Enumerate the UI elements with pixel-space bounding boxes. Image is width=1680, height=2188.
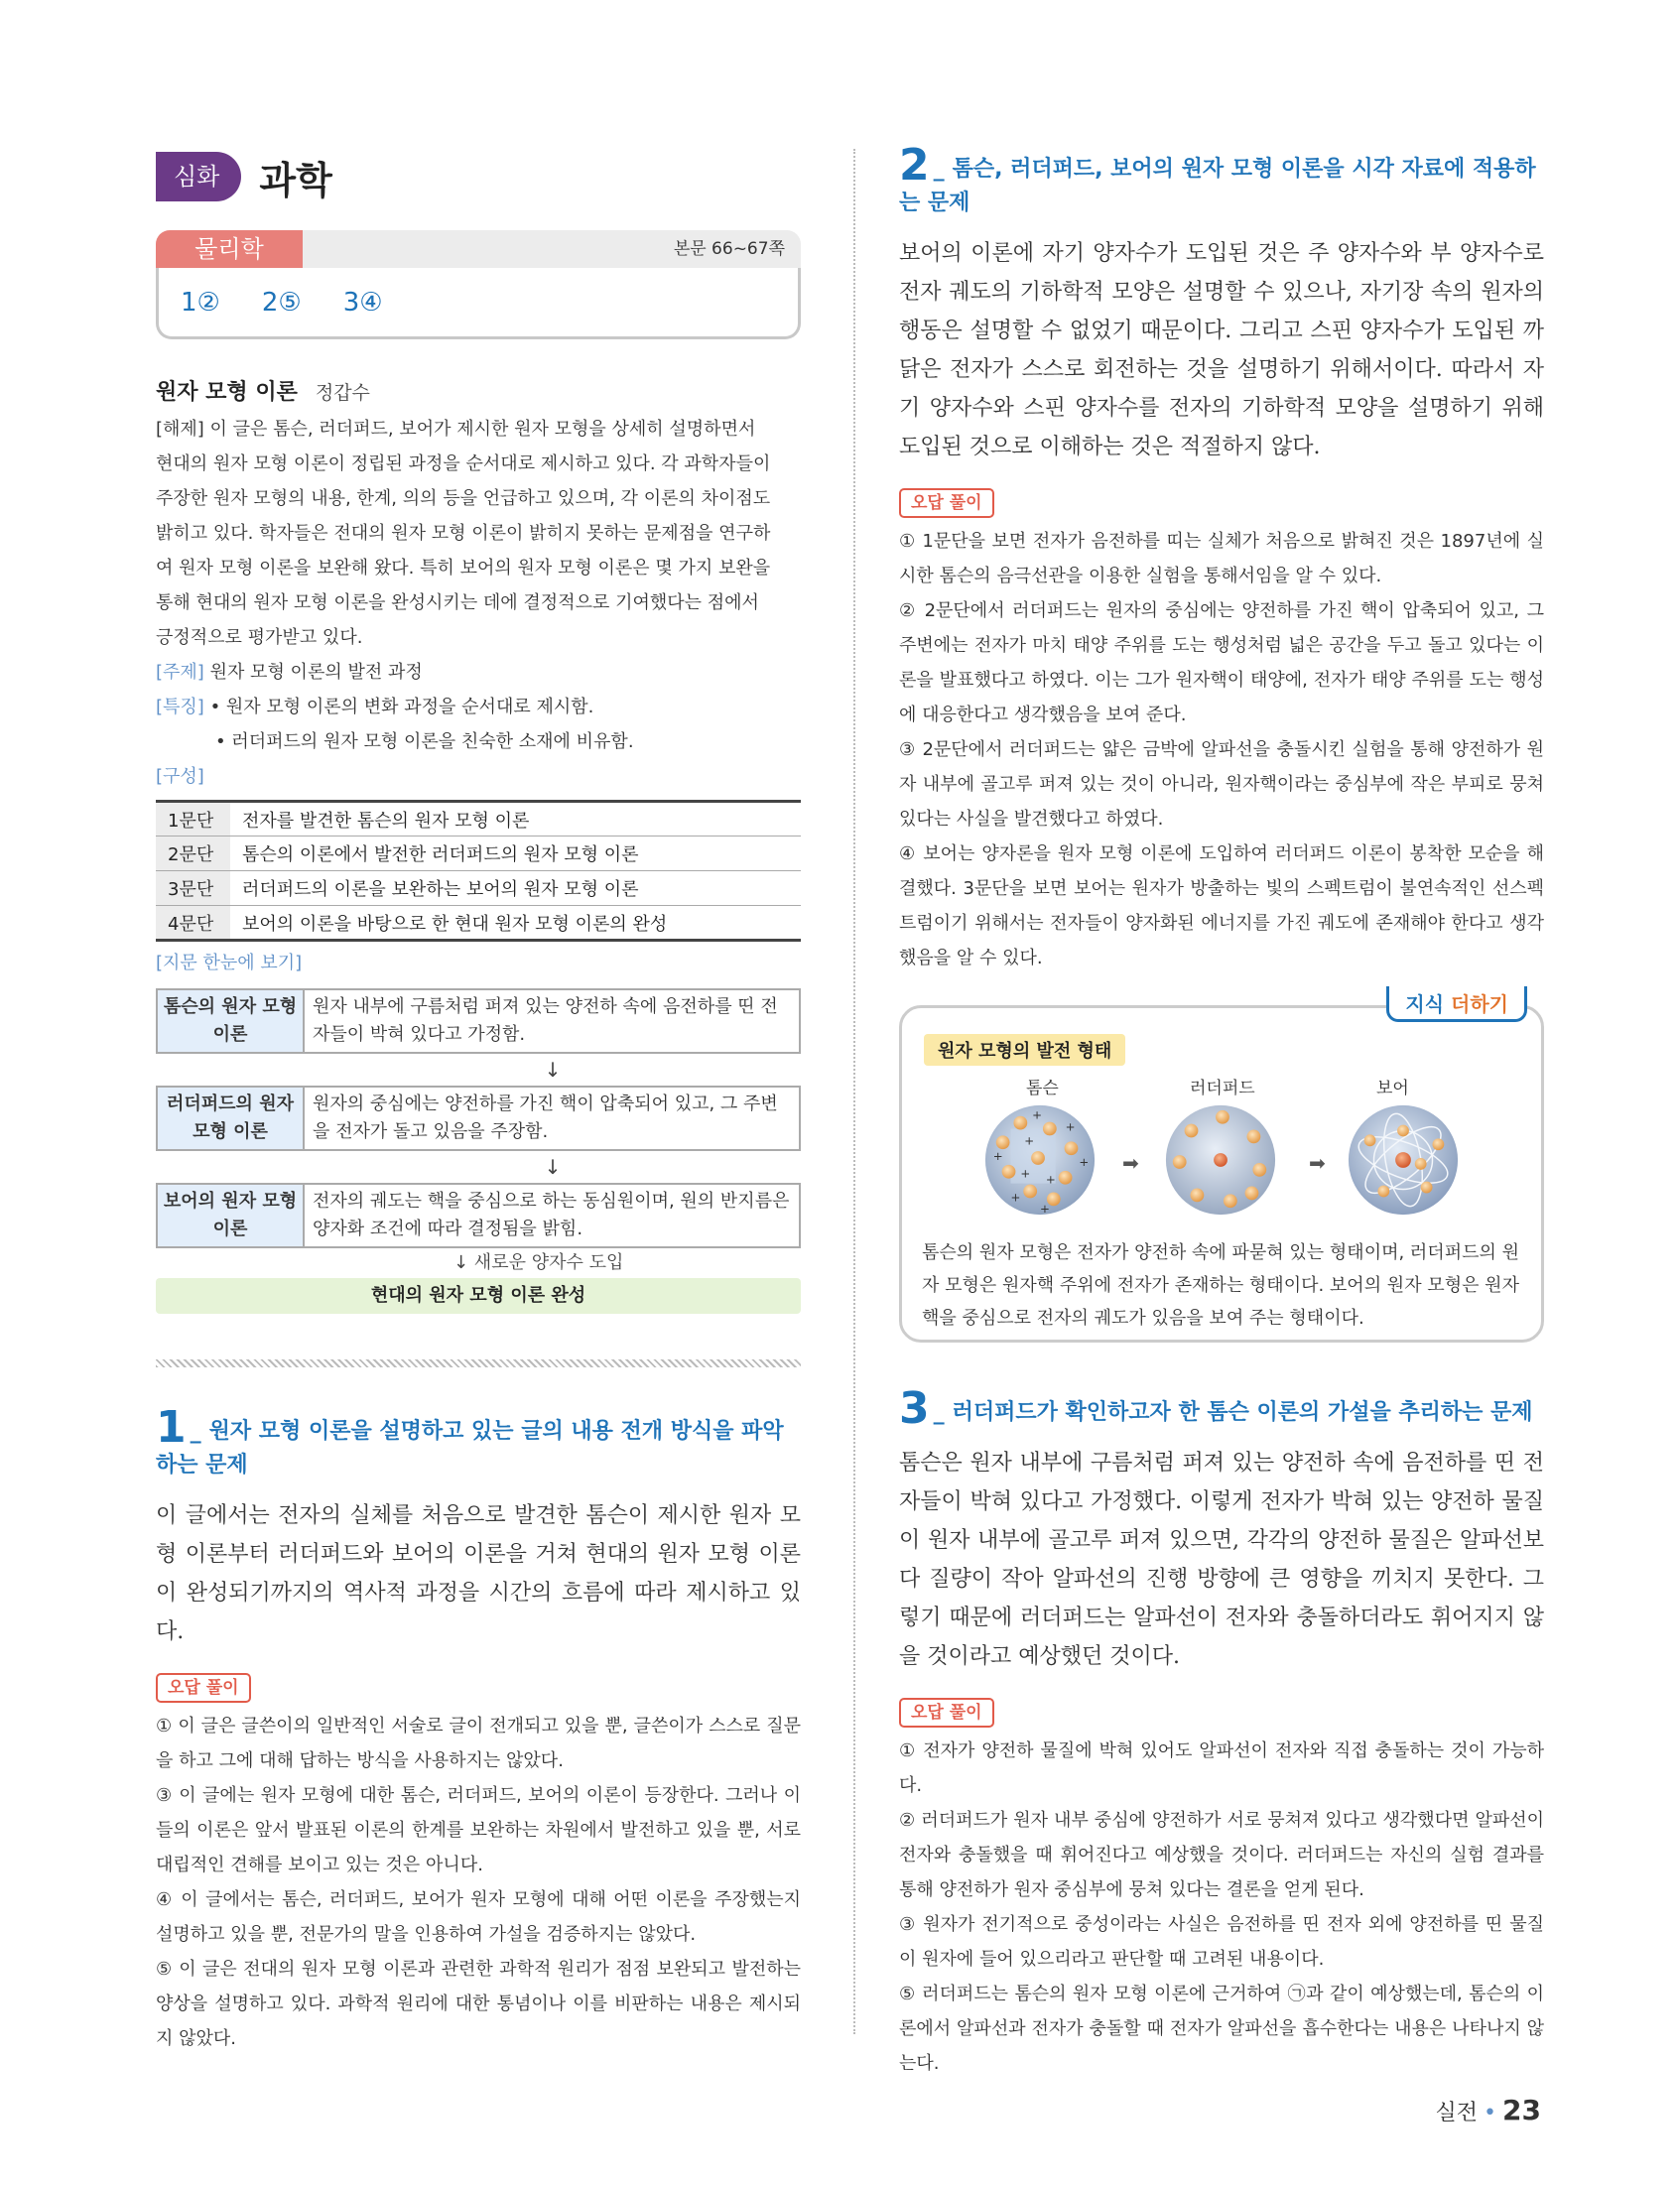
summary-line: 여 원자 모형 이론을 보완해 왔다. 특히 보어의 원자 모형 이론은 몇 가지 보완을 bbox=[156, 558, 771, 579]
question-2 bbox=[899, 140, 1544, 975]
question-title: 톰슨, 러더퍼드, 보어의 원자 모형 이론을 시각 자료에 적용하는 문제 bbox=[899, 157, 1536, 215]
wrong-answer-item: ⑤ 러더퍼드는 톰슨의 원자 모형 이론에 근거하여 ㉠과 같이 예상했는데, 톰슨의 이론에서 알파선과 전자가 충돌할 때 전자가 알파선을 흡수한다는 내용은 나타나지 않는다. bbox=[899, 1984, 1544, 2074]
wrong-answer-item: ③ 원자가 전기적으로 중성이라는 사실은 음전하를 띤 전자 외에 양전하를 띤 물질이 원자에 들어 있으리라고 판단할 때 고려된 내용이다. bbox=[899, 1914, 1544, 1970]
flow-note: ↓ 새로운 양자수 도입 bbox=[453, 1252, 624, 1273]
left-column bbox=[156, 149, 801, 2056]
right-column bbox=[899, 140, 1544, 2081]
flow-key: 톰슨의 원자 모형 이론 bbox=[156, 988, 303, 1054]
svg-text:+: + bbox=[1065, 1119, 1076, 1134]
knowledge-title: 원자 모형의 발전 형태 bbox=[924, 1034, 1125, 1066]
table-row bbox=[156, 871, 801, 906]
wrong-answer-list bbox=[156, 1709, 801, 2056]
feature-line bbox=[156, 690, 801, 724]
question-title: 러더퍼드가 확인하고자 한 톰슨 이론의 가설을 추리하는 문제 bbox=[952, 1400, 1533, 1425]
summary-line: 현대의 원자 모형 이론이 정립된 과정을 순서대로 제시하고 있다. 각 과학자들이 bbox=[156, 453, 771, 474]
structure-label: [구성] bbox=[156, 766, 204, 787]
wrong-answer-item: ② 러더퍼드가 원자 내부 중심에 양전하가 서로 뭉쳐져 있다고 생각했다면 알파선이 전자와 충돌했을 때 휘어진다고 예상했을 것이다. 러더퍼드는 자신의 실험 결과를 통해 양전하가 원자 중심부에 뭉쳐 있다는 결론을 얻게 된다. bbox=[899, 1810, 1544, 1900]
down-arrow-icon: ↓ bbox=[544, 1058, 562, 1082]
question-number: 2 bbox=[899, 140, 930, 191]
rutherford-model-image bbox=[1162, 1101, 1279, 1219]
answer-tab: 물리학 bbox=[156, 230, 303, 268]
model-label: 보어 bbox=[1376, 1079, 1409, 1098]
wrong-answer-item: ① 전자가 양전하 물질에 박혀 있어도 알파선이 전자와 직접 충돌하는 것이 가능하다. bbox=[899, 1740, 1544, 1796]
svg-text:+: + bbox=[1045, 1172, 1056, 1187]
model-label: 톰슨 bbox=[1026, 1079, 1059, 1098]
thomson-model-image bbox=[981, 1101, 1098, 1219]
wrong-answer-item: ① 1문단을 보면 전자가 음전하를 띠는 실체가 처음으로 밝혀진 것은 1897년에 실시한 톰슨의 음극선관을 이용한 실험을 통해서임을 알 수 있다. bbox=[899, 531, 1544, 586]
question-explanation: 보어의 이론에 자기 양자수가 도입된 것은 주 양자수와 부 양자수로 전자 궤도의 기하학적 모양은 설명할 수 있으나, 자기장 속의 원자의 행동은 설명할 수 없었기 때문이다. 그리고 스핀 양자수가 도입된 까닭은 전자가 스스로 회전하는 것을 설명하기 위해서이다. 따라서 자기 양자수와 스핀 양자수를 전자의 기하학적 모양을 설명하기 위해 도입된 것으로 이해하는 것은 적절하지 않다. bbox=[899, 241, 1544, 459]
wrong-answer-item: ⑤ 이 글은 전대의 원자 모형 이론과 관련한 과학적 원리가 점점 보완되고 발전하는 양상을 설명하고 있다. 과학적 원리에 대한 통념이나 이를 비판하는 내용은 제시되지 않았다. bbox=[156, 1959, 801, 2049]
overview-flow bbox=[156, 988, 801, 1314]
question-title: 원자 모형 이론을 설명하고 있는 글의 내용 전개 방식을 파악하는 문제 bbox=[156, 1419, 784, 1478]
page-reference: 본문 66~67쪽 bbox=[673, 239, 785, 259]
section-separator bbox=[156, 1359, 801, 1367]
passage-author: 정갑수 bbox=[315, 382, 370, 404]
summary-line: [해제] 이 글은 톰슨, 러더퍼드, 보어가 제시한 원자 모형을 상세히 설명하면서 bbox=[156, 419, 756, 440]
paragraph-summary: 러더퍼드의 이론을 보완하는 보어의 원자 모형 이론 bbox=[230, 871, 801, 906]
theme-line bbox=[156, 655, 801, 690]
svg-text:+: + bbox=[1079, 1154, 1090, 1169]
wrong-answer-item: ③ 2문단에서 러더퍼드는 얇은 금박에 알파선을 충돌시킨 실험을 통해 양전하가 원자 내부에 골고루 퍼져 있는 것이 아니라, 원자핵이라는 중심부에 작은 부피로 뭉쳐 있다는 사실을 발견했다고 하였다. bbox=[899, 739, 1544, 830]
passage-title-text: 원자 모형 이론 bbox=[156, 380, 298, 405]
wrong-answer-list bbox=[899, 1734, 1544, 2081]
question-heading: 3 _ 러더퍼드가 확인하고자 한 톰슨 이론의 가설을 추리하는 문제 bbox=[899, 1383, 1533, 1434]
wrong-answer-tag: 오답 풀이 bbox=[156, 1673, 251, 1703]
wrong-answer-tag: 오답 풀이 bbox=[899, 1698, 994, 1728]
svg-text:+: + bbox=[1040, 1202, 1050, 1217]
wrong-answer-item: ③ 이 글에는 원자 모형에 대한 톰슨, 러더퍼드, 보어의 이론이 등장한다. 그러나 이들의 이론은 앞서 발표된 이론의 한계를 보완하는 차원에서 발전하고 있을 뿐, 서로 대립적인 견해를 보이고 있는 것은 아니다. bbox=[156, 1785, 801, 1875]
subject-title: 과학 bbox=[259, 158, 332, 202]
wrong-answer-tag: 오답 풀이 bbox=[899, 488, 994, 518]
wrong-answer-item: ④ 이 글에서는 톰슨, 러더퍼드, 보어가 원자 모형에 대해 어떤 이론을 주장했는지 설명하고 있을 뿐, 전문가의 말을 인용하여 가설을 검증하지는 않았다. bbox=[156, 1889, 801, 1945]
summary-line: 긍정적으로 평가받고 있다. bbox=[156, 627, 363, 648]
question-number: 3 bbox=[899, 1383, 930, 1434]
table-row bbox=[156, 837, 801, 871]
right-arrow-icon: ➡ bbox=[1309, 1151, 1326, 1175]
svg-text:+: + bbox=[1010, 1190, 1021, 1205]
wrong-answer-item: ① 이 글은 글쓴이의 일반적인 서술로 글이 전개되고 있을 뿐, 글쓴이가 스스로 질문을 하고 그에 대해 답하는 방식을 사용하지는 않았다. bbox=[156, 1716, 801, 1771]
flow-key: 러더퍼드의 원자 모형 이론 bbox=[156, 1086, 303, 1151]
passage-summary bbox=[156, 412, 801, 794]
paragraph-number: 4문단 bbox=[156, 906, 230, 941]
column-divider bbox=[853, 149, 855, 2034]
answer-item: 3④ bbox=[342, 287, 383, 318]
wrong-answer-item: ② 2문단에서 러더퍼드는 원자의 중심에는 양전하를 가진 핵이 압축되어 있고, 그 주변에는 전자가 마치 태양 주위를 도는 행성처럼 넓은 공간을 두고 돌고 있다는 이론을 발표했다고 하였다. 이는 그가 원자핵이 태양에, 전자가 태양 주위를 도는 행성에 대응한다고 생각했음을 보여 준다. bbox=[899, 600, 1544, 725]
flow-value: 전자의 궤도는 핵을 중심으로 하는 동심원이며, 원의 반지름은 양자화 조건에 따라 결정됨을 밝힘. bbox=[303, 1183, 801, 1248]
passage-title bbox=[156, 375, 801, 406]
knowledge-caption: 톰슨의 원자 모형은 전자가 양전하 속에 파묻혀 있는 형태이며, 러더퍼드의 원자 모형은 원자핵 주위에 전자가 존재하는 형태이다. 보어의 원자 모형은 원자핵을 중심으로 전자의 궤도가 있음을 보여 주는 형태이다. bbox=[922, 1242, 1519, 1329]
feature-item: • 러더퍼드의 원자 모형 이론을 친숙한 소재에 비유함. bbox=[215, 731, 634, 752]
flow-key: 보어의 원자 모형 이론 bbox=[156, 1183, 303, 1248]
section-header bbox=[156, 149, 801, 204]
question-explanation: 톰슨은 원자 내부에 구름처럼 퍼져 있는 양전하 속에 음전하를 띤 전자들이 박혀 있다고 가정했다. 이렇게 전자가 박혀 있는 양전하 물질이 원자 내부에 골고루 퍼져 있으면, 각각의 양전하 물질은 알파선보다 질량이 작아 알파선의 진행 방향에 큰 영향을 끼치지 못한다. 그렇기 때문에 러더퍼드는 알파선이 전자와 충돌하더라도 휘어지지 않을 것이라고 예상했던 것이다. bbox=[899, 1451, 1544, 1669]
theme-text: 원자 모형 이론의 발전 과정 bbox=[209, 662, 423, 683]
question-number: 1 bbox=[156, 1402, 187, 1453]
answer-list bbox=[156, 268, 801, 339]
table-row bbox=[156, 802, 801, 837]
svg-text:+: + bbox=[992, 1149, 1003, 1163]
theme-label: [주제] bbox=[156, 662, 204, 683]
paragraph-summary: 전자를 발견한 톰슨의 원자 모형 이론 bbox=[230, 802, 801, 837]
knowledge-badge-accent: 더하기 bbox=[1451, 992, 1508, 1016]
question-3 bbox=[899, 1383, 1544, 2081]
flow-row bbox=[156, 988, 801, 1054]
flow-result: 현대의 원자 모형 이론 완성 bbox=[156, 1278, 801, 1314]
svg-text:+: + bbox=[1032, 1107, 1043, 1122]
page-footer bbox=[1436, 2094, 1541, 2126]
page-number: 23 bbox=[1502, 2094, 1541, 2126]
flow-row bbox=[156, 1183, 801, 1248]
structure-table bbox=[156, 800, 801, 942]
paragraph-number: 2문단 bbox=[156, 837, 230, 871]
knowledge-badge-text: 지식 bbox=[1405, 992, 1452, 1016]
right-arrow-icon: ➡ bbox=[1122, 1151, 1139, 1175]
feature-item: • 원자 모형 이론의 변화 과정을 순서대로 제시함. bbox=[209, 697, 594, 717]
svg-text:+: + bbox=[1024, 1133, 1035, 1148]
paragraph-number: 3문단 bbox=[156, 871, 230, 906]
flow-value: 원자의 중심에는 양전하를 가진 핵이 압축되어 있고, 그 주변을 전자가 돌고 있음을 주장함. bbox=[303, 1086, 801, 1151]
level-badge: 심화 bbox=[156, 152, 241, 201]
summary-line: 통해 현대의 원자 모형 이론을 완성시키는 데에 결정적으로 기여했다는 점에서 bbox=[156, 592, 759, 613]
answer-item: 1② bbox=[181, 287, 220, 318]
footer-dot: • bbox=[1484, 2101, 1497, 2125]
question-1 bbox=[156, 1402, 801, 2056]
table-row bbox=[156, 906, 801, 941]
bohr-model-image bbox=[1345, 1101, 1462, 1219]
question-heading: 2 _ 톰슨, 러더퍼드, 보어의 원자 모형 이론을 시각 자료에 적용하는 문제 bbox=[899, 140, 1536, 215]
flow-value: 원자 내부에 구름처럼 퍼져 있는 양전하 속에 음전하를 띤 전자들이 박혀 있다고 가정함. bbox=[303, 988, 801, 1054]
svg-text:+: + bbox=[1020, 1166, 1031, 1181]
overview-label: [지문 한눈에 보기] bbox=[156, 953, 303, 973]
paragraph-summary: 톰슨의 이론에서 발전한 러더퍼드의 원자 모형 이론 bbox=[230, 837, 801, 871]
wrong-answer-list bbox=[899, 524, 1544, 975]
wrong-answer-item: ④ 보어는 양자론을 원자 모형 이론에 도입하여 러더퍼드 이론이 봉착한 모순을 해결했다. 3문단을 보면 보어는 원자가 방출하는 빛의 스펙트럼이 불연속적인 선스펙트럼이기 위해서는 전자들이 양자화된 에너지를 가진 궤도에 존재해야 한다고 생각했음을 알 수 있다. bbox=[899, 843, 1544, 968]
answer-item: 2⑤ bbox=[261, 287, 302, 318]
question-explanation: 이 글에서는 전자의 실체를 처음으로 발견한 톰슨이 제시한 원자 모형 이론부터 러더퍼드와 보어의 이론을 거쳐 현대의 원자 모형 이론이 완성되기까지의 역사적 과정을 시간의 흐름에 따라 제시하고 있다. bbox=[156, 1503, 801, 1644]
summary-line: 밝히고 있다. 학자들은 전대의 원자 모형 이론이 밝히지 못하는 문제점을 연구하 bbox=[156, 523, 771, 544]
summary-line: 주장한 원자 모형의 내용, 한계, 의의 등을 언급하고 있으며, 각 이론의 차이점도 bbox=[156, 488, 771, 509]
answer-box bbox=[156, 230, 801, 339]
paragraph-summary: 보어의 이론을 바탕으로 한 현대 원자 모형 이론의 완성 bbox=[230, 906, 801, 941]
question-heading: 1 _ 원자 모형 이론을 설명하고 있는 글의 내용 전개 방식을 파악하는 문제 bbox=[156, 1402, 784, 1478]
flow-row bbox=[156, 1086, 801, 1151]
knowledge-box bbox=[899, 992, 1544, 1343]
knowledge-badge bbox=[1386, 986, 1527, 1022]
down-arrow-icon: ↓ bbox=[544, 1155, 562, 1179]
footer-section: 실전 bbox=[1435, 2101, 1479, 2125]
model-label: 러더퍼드 bbox=[1190, 1079, 1255, 1098]
feature-label: [특징] bbox=[156, 697, 204, 717]
paragraph-number: 1문단 bbox=[156, 802, 230, 837]
